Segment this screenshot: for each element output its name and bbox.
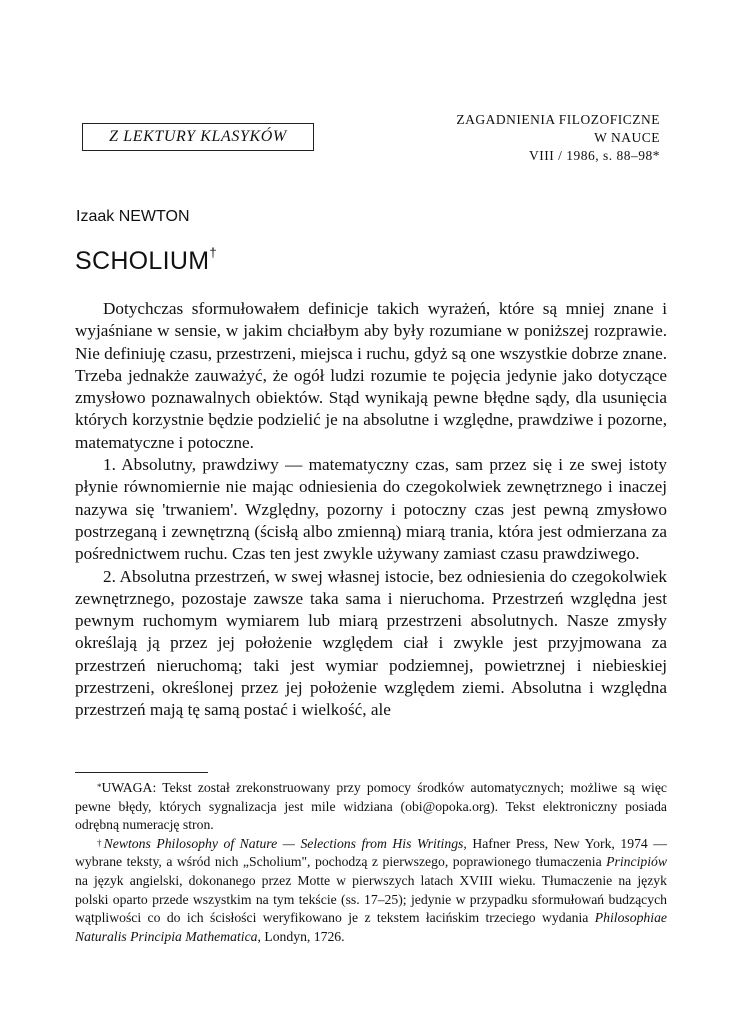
journal-title: ZAGADNIENIA FILOZOFICZNE — [456, 112, 660, 127]
footnote-principia: Principiów — [606, 854, 667, 870]
footnote-latin-title: Philosophiae Naturalis Principia Mathematica — [75, 910, 667, 944]
article-title — [75, 247, 217, 276]
title-footnote-mark: † — [209, 245, 217, 260]
footnote-source-part1: , Hafner Press, New York, 1974 — wybrane teksty, a wśród nich „Scholium", pochodzą z pierwszego, poprawionego tłumaczenia — [75, 835, 667, 870]
journal-issue: VIII / 1986, s. 88–98* — [529, 148, 660, 163]
footnote-rule — [75, 772, 208, 773]
author-name: Izaak NEWTON — [76, 208, 190, 225]
paragraph-space: 2. Absolutna przestrzeń, w swej własnej istocie, bez odniesienia do czegokolwiek zewnętrznego, pozostaje zawsze taka sama i nieruchoma. Przestrzeń względna jest pewnym ruchomym wymiarem lub miarą przestrzeni absolutnych. Nasze zmysły określają ją przez jej położenie względem ciał i zwykle jest przyjmowana za przestrzeń nieruchomą; taki jest wymiar podziemnej, powietrznej i niebieskiej przestrzeni, określonej przez jej położenie względem ziemi. Absolutna i względna przestrzeń mają tę samą postać i wielkość, ale — [75, 566, 667, 720]
journal-subtitle: W NAUCE — [594, 130, 660, 145]
footnote-mark-dagger: † — [97, 837, 104, 848]
section-label: Z LEKTURY KLASYKÓW — [109, 128, 287, 145]
article-title-text: SCHOLIUM — [75, 247, 210, 275]
paragraph-intro: Dotychczas sformułowałem definicje takich wyrażeń, które są mniej znane i wyjaśniane w sensie, w jakim chciałbym aby były rozumiane w poniższej rozprawie. Nie definiuję czasu, przestrzeni, miejsca i ruchu, gdyż są one wszystkie dobrze znane. Trzeba jednakże zauważyć, że ogół ludzi rozumie te pojęcia jedynie jako dotyczące zmysłowo poznawalnych obiektów. Stąd wynikają pewne błędne sądy, dla usunięcia których korzystnie będzie podzielić je na absolutne i względne, prawdziwe i pozorne, matematyczne i potoczne. — [75, 299, 667, 452]
footnote-source-part3: , Londyn, 1726. — [257, 928, 345, 944]
footnote-note — [75, 779, 667, 835]
footnote-mark-asterisk: * — [97, 782, 102, 792]
section-label-box — [82, 123, 314, 151]
footnote-book-title: Newtons Philosophy of Nature — Selections from His Writings — [103, 835, 464, 851]
body-text — [75, 298, 667, 722]
paragraph-time: 1. Absolutny, prawdziwy — matematyczny czas, sam przez się i ze swej istoty płynie równomiernie nie mając odniesienia do czegokolwiek zewnętrznego i inaczej nazywa się 'trwaniem'. Względny, pozorny i potoczny czas jest pewną zmysłowo postrzeganą i zewnętrzną (ścisłą albo zmienną) miarą trania, która jest odmierzana za pośrednictwem ruchu. Czas ten jest zwykle używany zamiast czasu prawdziwego. — [75, 455, 667, 564]
footnote-source — [75, 835, 667, 947]
footnote-source-part2: na język angielski, dokonanego przez Motte w pierwszych latach XVIII wieku. Tłumaczenie na język polski oparto przede wszystkim na tym tekście (ss. 17–25); jedynie w przypadku sformułowań budzących wątpliwości co do ich ścisłości weryfikowano je z tekstem łacińskim trzeciego wydania — [75, 872, 667, 926]
footnotes — [75, 779, 667, 946]
journal-info — [456, 111, 660, 165]
footnote-note-text: UWAGA: Tekst został zrekonstruowany przy pomocy środków automatycznych; możliwe są więc pewne błędy, których sygnalizacja jest mile widziana (obi@opoka.org). Tekst elektroniczny posiada odrębną numerację stron. — [75, 780, 667, 833]
